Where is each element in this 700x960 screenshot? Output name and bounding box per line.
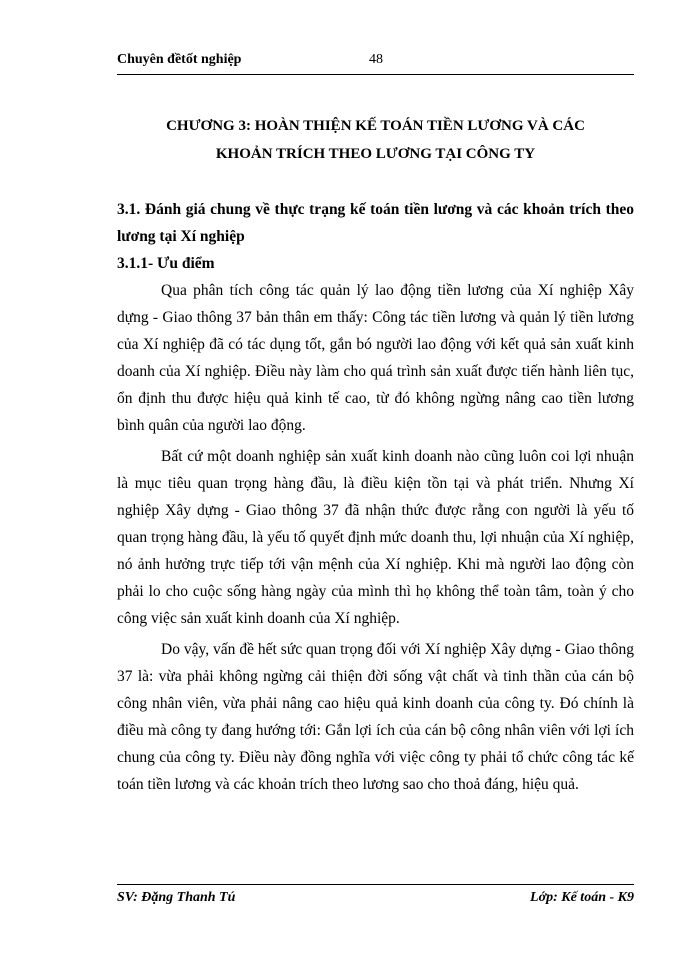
page-number: 48	[369, 52, 383, 67]
paragraph: Do vậy, vấn đề hết sức quan trọng đối với Xí nghiệp Xây dựng - Giao thông 37 là: vừa phải không ngừng cải thiện đời sống vật chất và tinh thần của cán bộ công nhân viên, vừa phải nâng cao hiệu quả kinh doanh của công ty. Đó chính là điều mà công ty đang hướng tới: Gắn lợi ích của cán bộ công nhân viên với lợi ích chung của công ty. Điều này đồng nghĩa với việc công ty phải tổ chức công tác kế toán tiền lương và các khoản trích theo lương sao cho thoả đáng, hiệu quả.	[117, 641, 634, 793]
paragraph: Qua phân tích công tác quản lý lao động tiền lương của Xí nghiệp Xây dựng - Giao thông 37 bản thân em thấy: Công tác tiền lương và quản lý tiền lương của Xí nghiệp đã có tác dụng tốt, gắn bó người lao động với kết quả sản xuất kinh doanh của Xí nghiệp. Điều này làm cho quá trình sản xuất được tiến hành liên tục, ổn định thu được hiệu quả kinh tế cao, từ đó không ngừng nâng cao tiền lương bình quân của người lao động.	[117, 282, 634, 434]
chapter-title-line-1: CHƯƠNG 3: HOÀN THIỆN KẾ TOÁN TIỀN LƯƠNG VÀ CÁC	[166, 118, 585, 134]
footer-student: SV: Đặng Thanh Tú	[117, 890, 236, 905]
page-header	[117, 52, 634, 75]
page-footer	[117, 884, 634, 909]
section-heading: 3.1. Đánh giá chung về thực trạng kế toán tiền lương và các khoản trích theo lương tại Xí nghiệp	[117, 201, 634, 245]
header-title: Chuyên đềtốt nghiệp	[117, 52, 242, 67]
chapter-title	[117, 112, 634, 168]
chapter-title-line-2: KHOẢN TRÍCH THEO LƯƠNG TẠI CÔNG TY	[215, 146, 536, 162]
subsection-heading: 3.1.1- Ưu điểm	[117, 255, 215, 272]
paragraph: Bất cứ một doanh nghiệp sản xuất kinh doanh nào cũng luôn coi lợi nhuận là mục tiêu quan trọng hàng đầu, là điều kiện tồn tại và phát triển. Nhưng Xí nghiệp Xây dựng - Giao thông 37 đã nhận thức được rằng con người là yếu tố quan trọng hàng đầu, là yếu tố quyết định mức doanh thu, lợi nhuận của Xí nghiệp, nó ảnh hưởng trực tiếp tới vận mệnh của Xí nghiệp. Khi mà người lao động còn phải lo cho cuộc sống hàng ngày của mình thì họ không thể toàn tâm, toàn ý cho công việc sản xuất kinh doanh của Xí nghiệp.	[117, 448, 634, 627]
body-text	[117, 277, 634, 798]
footer-class: Lớp: Kế toán - K9	[530, 890, 634, 905]
